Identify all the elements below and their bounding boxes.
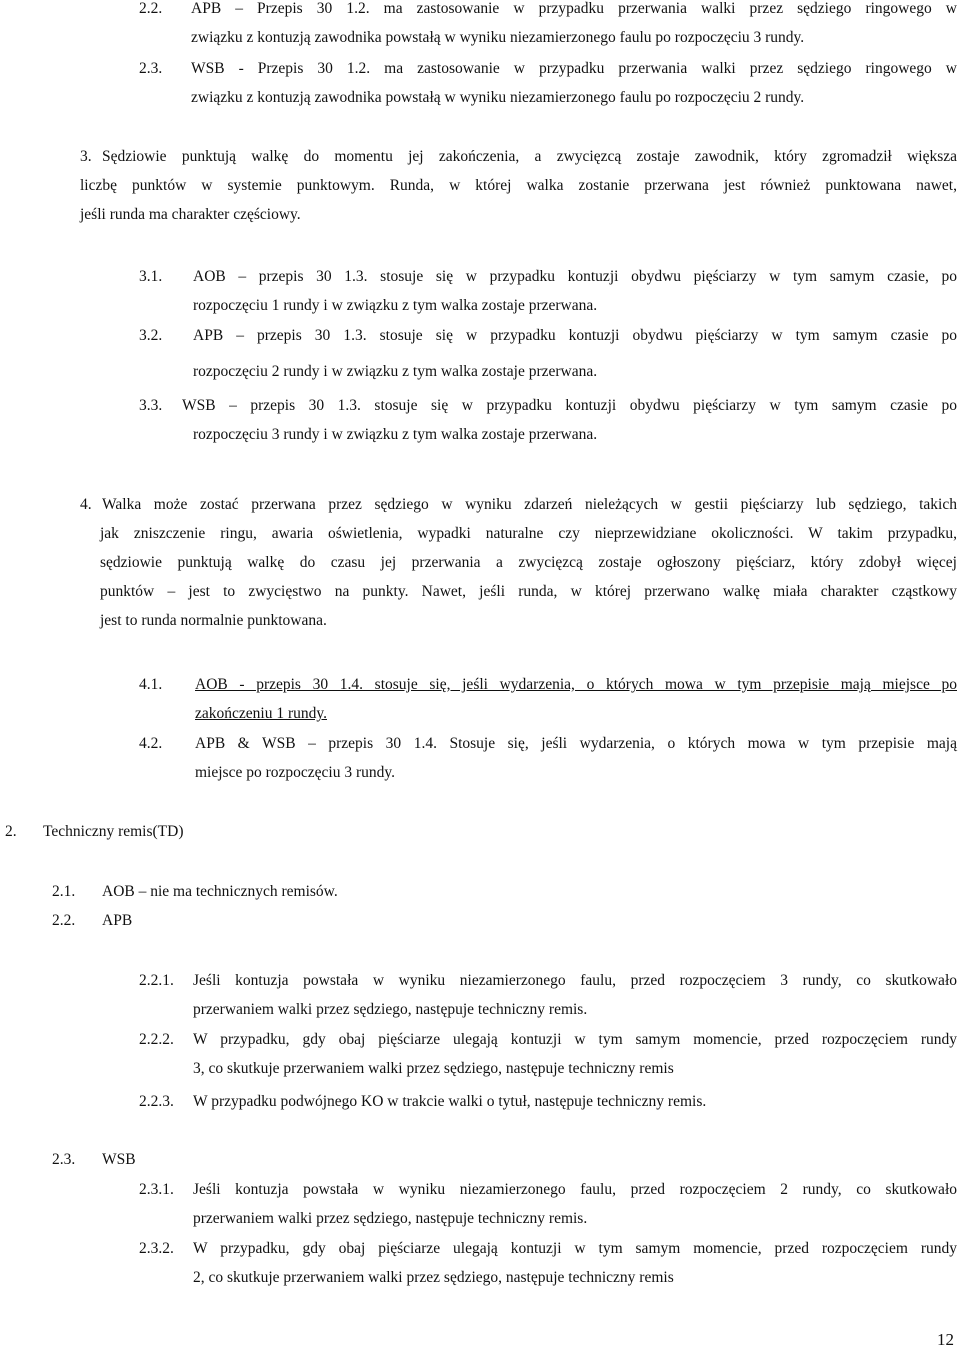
item-text-line: jeśli runda ma charakter częściowy. [80, 206, 301, 223]
item-text-line: Jeśli kontuzja powstała w wyniku niezamierzonego faulu, przed rozpoczęciem 3 rundy, co skutkowało [193, 972, 957, 989]
item-text-line: miejsce po rozpoczęciu 3 rundy. [195, 764, 395, 781]
item-number: 3. [80, 148, 92, 165]
item-number: 2.3.1. [139, 1181, 174, 1198]
item-text-line: związku z kontuzją zawodnika powstałą w wyniku niezamierzonego faulu po rozpoczęciu 2 rundy. [191, 89, 805, 106]
item-number: 2.2.2. [139, 1031, 174, 1048]
item-text-line: W przypadku, gdy obaj pięściarze ulegają kontuzji w tym samym momencie, przed rozpoczęciem rundy [193, 1031, 957, 1048]
item-number: 4. [80, 496, 92, 513]
item-text-line: W przypadku, gdy obaj pięściarze ulegają kontuzji w tym samym momencie, przed rozpoczęciem rundy [193, 1240, 957, 1257]
item-text-line: 2, co skutkuje przerwaniem walki przez sędziego, następuje techniczny remis [193, 1269, 674, 1286]
item-number: 2. [5, 823, 17, 840]
item-number: 4.2. [139, 735, 163, 752]
item-number: 2.2. [139, 0, 163, 17]
item-text-line: jest to runda normalnie punktowana. [100, 612, 327, 629]
item-text-line: Sędziowie punktują walkę do momentu jej zakończenia, a zwycięzcą zostaje zawodnik, który zgromadził większa [102, 148, 957, 165]
item-text-line: AOB – nie ma technicznych remisów. [102, 883, 338, 900]
item-text-line: Walka może zostać przerwana przez sędziego w wyniku zdarzeń nieleżących w gestii pięściarzy lub sędziego, takich [102, 496, 957, 513]
item-text-line: W przypadku podwójnego KO w trakcie walki o tytuł, następuje techniczny remis. [193, 1093, 707, 1110]
item-text-line: jak zniszczenie ringu, awaria oświetlenia, wypadki naturalne czy nieprzewidziane okoliczności. W takim przypadku, [100, 525, 957, 542]
item-number: 2.3.2. [139, 1240, 174, 1257]
item-text-line: rozpoczęciu 3 rundy i w związku z tym walka zostaje przerwana. [193, 426, 598, 443]
item-text-line: APB – Przepis 30 1.2. ma zastosowanie w przypadku przerwania walki przez sędziego ringowego w [191, 0, 957, 17]
item-text-line: AOB - przepis 30 1.4. stosuje się, jeśli wydarzenia, o których mowa w tym przepisie mają miejsce po [195, 676, 957, 693]
item-number: 2.3. [52, 1151, 76, 1168]
item-number: 2.2.3. [139, 1093, 174, 1110]
item-text-line: APB – przepis 30 1.3. stosuje się w przypadku kontuzji obydwu pięściarzy w tym samym czasie po [193, 327, 957, 344]
item-text-line: 3, co skutkuje przerwaniem walki przez sędziego, następuje techniczny remis [193, 1060, 674, 1077]
item-text-line: rozpoczęciu 1 rundy i w związku z tym walka zostaje przerwana. [193, 297, 598, 314]
item-text-line: WSB [102, 1151, 136, 1168]
item-text-line: zakończeniu 1 rundy. [195, 705, 327, 722]
page-number: 12 [937, 1330, 954, 1349]
item-text-line: związku z kontuzją zawodnika powstałą w wyniku niezamierzonego faulu po rozpoczęciu 3 rundy. [191, 29, 805, 46]
item-number: 2.2.1. [139, 972, 174, 989]
item-number: 2.1. [52, 883, 76, 900]
item-text-line: AOB – przepis 30 1.3. stosuje się w przypadku kontuzji obydwu pięściarzy w tym samym czasie, po [193, 268, 957, 285]
item-text-line: punktów – jest to zwycięstwo na punkty. Nawet, jeśli runda, w której przerwano walkę miała charakter cząstkowy [100, 583, 957, 600]
item-text-line: przerwaniem walki przez sędziego, następuje techniczny remis. [193, 1001, 588, 1018]
item-number: 3.1. [139, 268, 163, 285]
item-heading: Techniczny remis(TD) [43, 823, 184, 840]
item-text-line: przerwaniem walki przez sędziego, następuje techniczny remis. [193, 1210, 588, 1227]
item-number: 2.2. [52, 912, 76, 929]
item-text-line: Jeśli kontuzja powstała w wyniku niezamierzonego faulu, przed rozpoczęciem 2 rundy, co skutkowało [193, 1181, 957, 1198]
item-text-line: APB [102, 912, 133, 929]
item-text-line: liczbę punktów w systemie punktowym. Runda, w której walka zostanie przerwana jest również punktowana nawet, [80, 177, 957, 194]
item-number: 3.3. [139, 397, 163, 414]
item-number: 3.2. [139, 327, 163, 344]
item-text-line: APB & WSB – przepis 30 1.4. Stosuje się, jeśli wydarzenia, o których mowa w tym przepisie mają [195, 735, 957, 752]
item-text-line: rozpoczęciu 2 rundy i w związku z tym walka zostaje przerwana. [193, 363, 598, 380]
item-text-line: sędziowie punktują walkę do czasu jej przerwania a zwycięzcą zostaje ogłoszony pięściarz, który zdobył więcej [100, 554, 957, 571]
item-number: 4.1. [139, 676, 163, 693]
item-text-line: WSB - Przepis 30 1.2. ma zastosowanie w przypadku przerwania walki przez sędziego ringowego w [191, 60, 957, 77]
item-text-line: WSB – przepis 30 1.3. stosuje się w przypadku kontuzji obydwu pięściarzy w tym samym czasie po [182, 397, 957, 414]
item-number: 2.3. [139, 60, 163, 77]
